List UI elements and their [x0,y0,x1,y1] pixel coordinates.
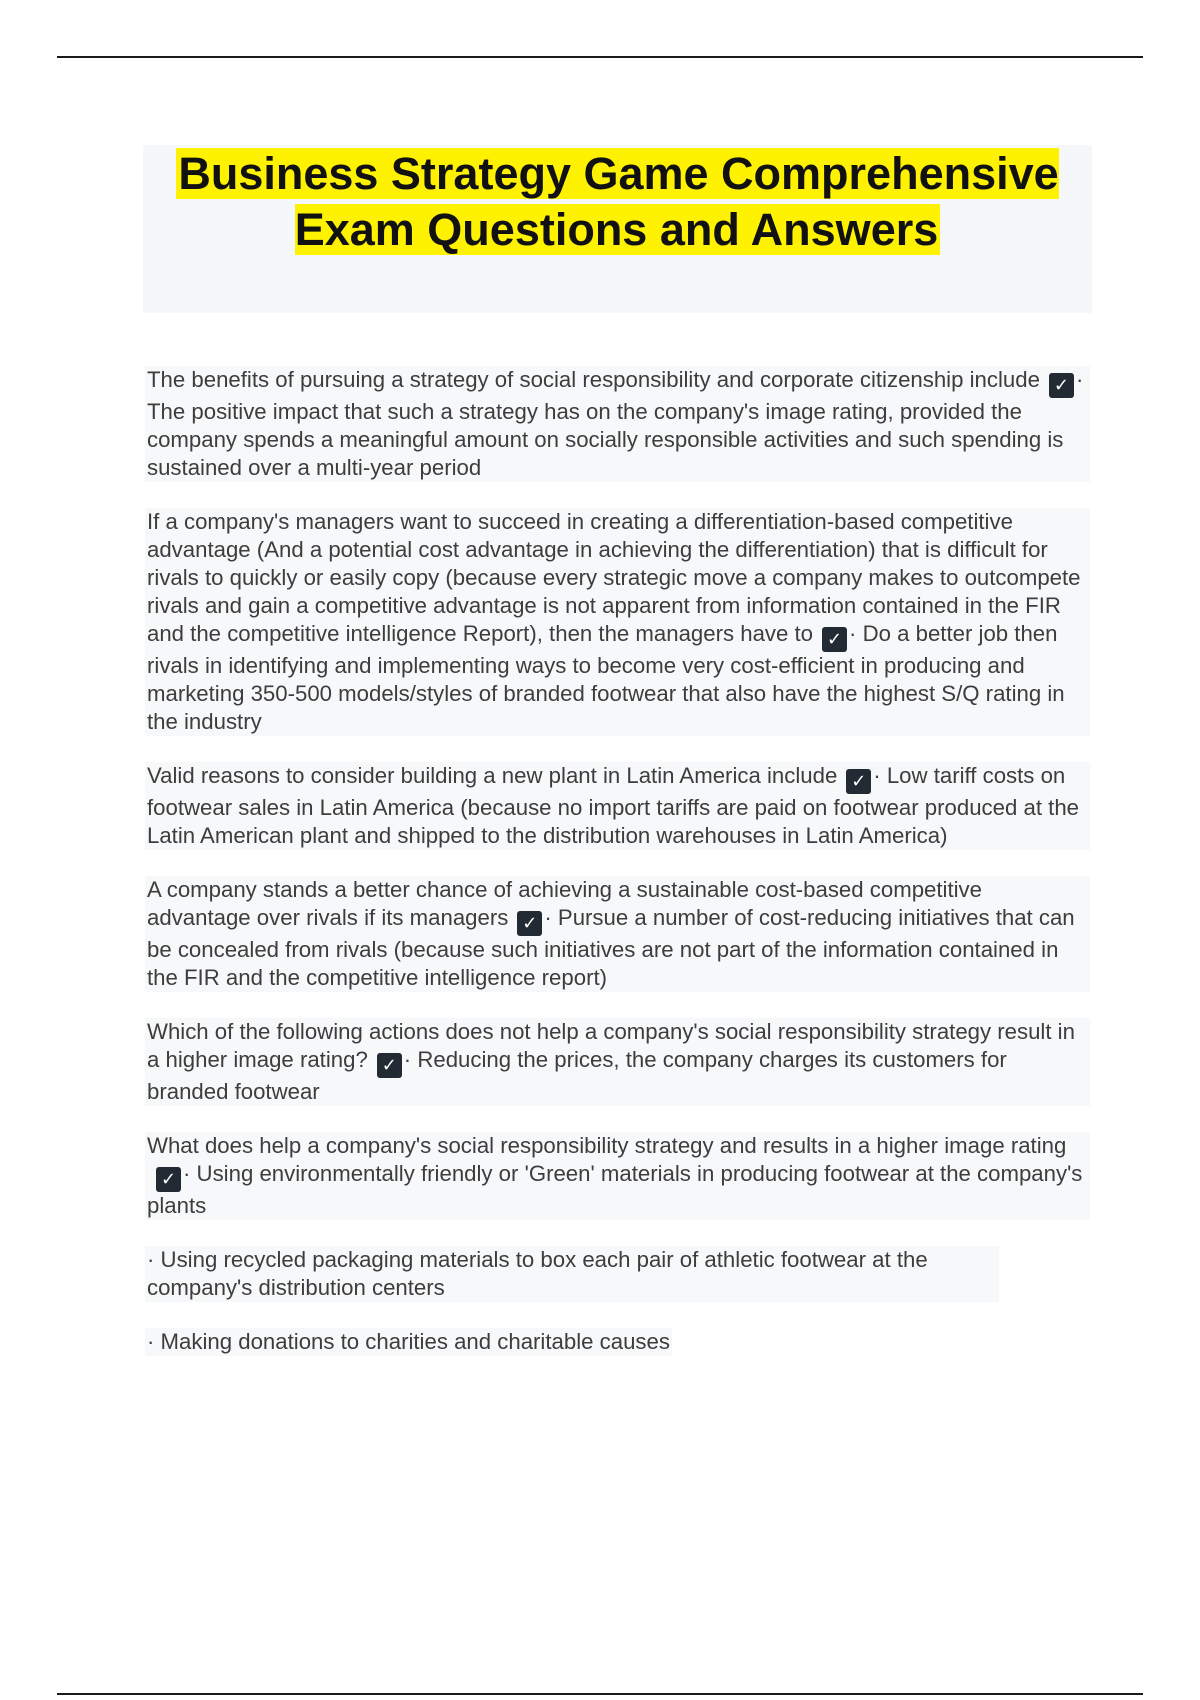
title-banner [143,145,1092,313]
qa-list [145,366,1090,1382]
qa-item [145,508,1090,736]
check-box-icon: ✓ [156,1167,181,1192]
qa-item [145,1018,1090,1106]
question-text: The benefits of pursuing a strategy of social responsibility and corporate citizenship include [147,367,1040,392]
answer-text: · Do a better job then rivals in identifying and implementing ways to become very cost-efficient in producing and marketing 350-500 models/styles of branded footwear that also have the highest S/Q rating in the industry [147,621,1065,734]
check-box-icon: ✓ [1049,373,1074,398]
qa-item [145,876,1090,992]
check-box-icon: ✓ [846,769,871,794]
question-text: If a company's managers want to succeed in creating a differentiation-based competitive advantage (And a potential cost advantage in achieving the differentiation) that is difficult for rivals to quickly or easily copy (because every strategic move a company makes to outcompete rivals and gain a competitive advantage is not apparent from information contained in the FIR and the competitive intelligence Report), then the managers have to [147,509,1081,646]
page-title: Business Strategy Game Comprehensive Exam Questions and Answers [178,148,1059,255]
qa-item [145,762,1090,850]
question-text: Valid reasons to consider building a new plant in Latin America include [147,763,838,788]
answer-text: · Low tariff costs on footwear sales in Latin America (because no import tariffs are paid on footwear produced at the Latin American plant and shipped to the distribution warehouses in Latin America) [147,763,1079,848]
answer-text: · Pursue a number of cost-reducing initiatives that can be concealed from rivals (because such initiatives are not part of the information contained in the FIR and the competitive intelligence report) [147,905,1075,990]
bottom-rule [57,1693,1143,1695]
check-box-icon: ✓ [377,1053,402,1078]
answer-text: · Reducing the prices, the company charges its customers for branded footwear [147,1047,1007,1104]
check-box-icon: ✓ [822,627,847,652]
extra-point [145,1328,672,1356]
check-box-icon: ✓ [517,911,542,936]
extra-point [145,1246,999,1302]
question-text: A company stands a better chance of achieving a sustainable cost-based competitive advantage over rivals if its managers [147,877,982,930]
extra-point-text: · Using recycled packaging materials to box each pair of athletic footwear at the company's distribution centers [147,1247,928,1300]
question-text: What does help a company's social responsibility strategy and results in a higher image rating [147,1133,1067,1158]
top-rule [57,56,1143,58]
qa-item [145,366,1090,482]
answer-text: · The positive impact that such a strategy has on the company's image rating, provided the company spends a meaningful amount on socially responsible activities and such spending is sustained over a multi-year period [147,367,1084,480]
question-text: Which of the following actions does not help a company's social responsibility strategy result in a higher image rating? [147,1019,1075,1072]
qa-item [145,1132,1090,1220]
extra-point-text: · Making donations to charities and charitable causes [147,1329,670,1354]
answer-text: · Using environmentally friendly or 'Green' materials in producing footwear at the company's plants [147,1161,1083,1218]
